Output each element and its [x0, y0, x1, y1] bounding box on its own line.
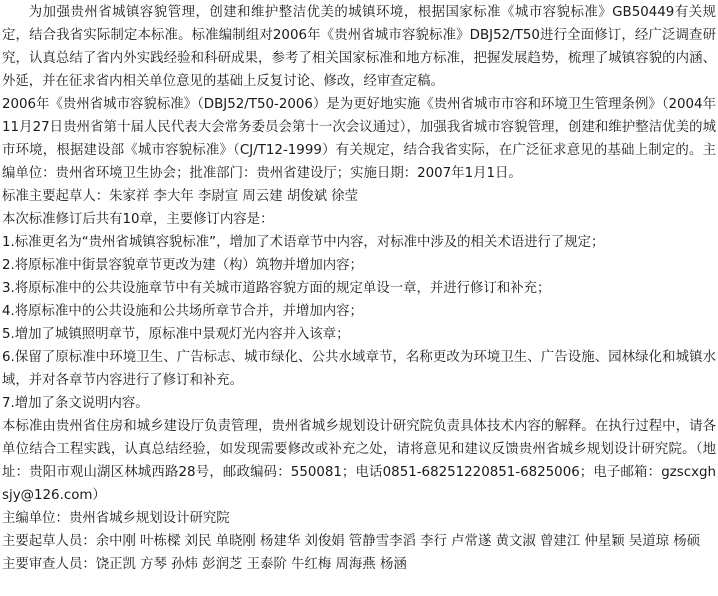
main-reviewers: 主要审查人员：饶正凯 方琴 孙炜 彭润芝 王泰阶 牛红梅 周海燕 杨涵	[2, 557, 407, 572]
history-paragraph: 2006年《贵州省城市容貌标准》（DBJ52/T50-2006）是为更好地实施《贵州省城市市容和环境卫生管理条例》（2004年11月27日贵州省第十届人民代表大会常务委员会第十一次会议通过），加强我省城市容貌管理，创建和维护整洁优美的城市环境，根据建设部《城市容貌标准》（CJ/T12-1999）有关规定，结合我省实际，在广泛征求意见的基础上制定的。主编单位：贵州省环境卫生协会；批准部门：贵州省建设厅；实施日期：2007年1月1日。	[2, 97, 716, 181]
revision-item-3: 3.将原标准中的公共设施章节中有关城市道路容貌方面的规定单设一章，并进行修订和补充；	[2, 281, 551, 296]
management-paragraph: 本标准由贵州省住房和城乡建设厅负责管理，贵州省城乡规划设计研究院负责具体技术内容的解释。在执行过程中，请各单位结合工程实践，认真总结经验，如发现需要修改或补充之处，请将意见和建议反馈贵州省城乡规划设计研究院。（地址：贵阳市观山湖区林城西路28号，邮政编码：550081；电话0851-68251220851-6825006；电子邮箱：gzscxghsjy@126.com）	[2, 419, 716, 503]
main-drafters: 主要起草人员：余中刚 叶栋樑 刘民 单晓刚 杨建华 刘俊娟 管静雪李滔 李行 卢常遂 黄文淑 曾建江 仲星颖 吴道琼 杨硕	[2, 534, 701, 549]
revision-item-6: 6.保留了原标准中环境卫生、广告标志、城市绿化、公共水域章节，名称更改为环境卫生、广告设施、园林绿化和城镇水域，并对各章节内容进行了修订和补充。	[2, 350, 716, 388]
revision-item-2: 2.将原标准中街景容貌章节更改为建（构）筑物并增加内容；	[2, 258, 363, 273]
revision-item-4: 4.将原标准中的公共设施和公共场所章节合并，并增加内容；	[2, 304, 363, 319]
revision-item-1: 1.标准更名为“贵州省城镇容貌标准”，增加了术语章节中内容，对标准中涉及的相关术语进行了规定；	[2, 235, 605, 250]
original-drafters: 标准主要起草人：朱家祥 李大年 李尉宣 周云建 胡俊斌 徐莹	[2, 189, 359, 204]
chief-editing-unit: 主编单位：贵州省城乡规划设计研究院	[2, 511, 230, 526]
revision-item-5: 5.增加了城镇照明章节，原标准中景观灯光内容并入该章；	[2, 327, 350, 342]
intro-paragraph: 为加强贵州省城镇容貌管理，创建和维护整洁优美的城镇环境，根据国家标准《城市容貌标准》GB50449有关规定，结合我省实际制定本标准。标准编制组对2006年《贵州省城市容貌标准》DBJ52/T50进行全面修订，经广泛调查研究，认真总结了省内外实践经验和科研成果，参考了相关国家标准和地方标准，把握发展趋势，梳理了城镇容貌的内涵、外延，并在征求省内相关单位意见的基础上反复讨论、修改，经审查定稿。	[2, 5, 716, 89]
revision-item-7: 7.增加了条文说明内容。	[2, 396, 149, 411]
revision-summary-heading: 本次标准修订后共有10章，主要修订内容是：	[2, 212, 274, 227]
